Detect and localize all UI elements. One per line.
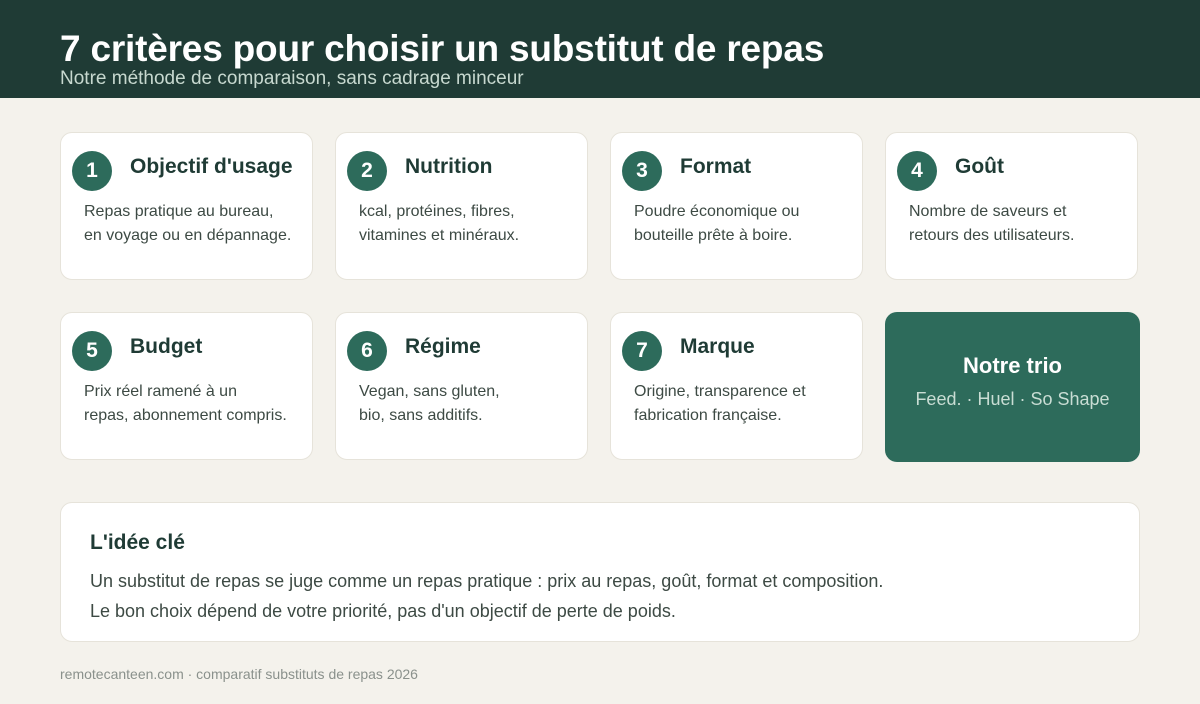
criterion-title: Nutrition — [405, 155, 493, 178]
key-idea-line-2: Le bon choix dépend de votre priorité, pas d'un objectif de perte de poids. — [90, 601, 676, 621]
criterion-card-2 — [335, 132, 588, 280]
criterion-card-6 — [335, 312, 588, 460]
criterion-number-badge: 2 — [347, 151, 387, 191]
criterion-number-badge: 1 — [72, 151, 112, 191]
page-subtitle: Notre méthode de comparaison, sans cadrage minceur — [60, 68, 524, 89]
trio-title: Notre trio — [963, 353, 1062, 378]
criterion-title: Goût — [955, 155, 1004, 178]
criterion-card-3 — [610, 132, 863, 280]
criterion-description: kcal, protéines, fibres, vitamines et minéraux. — [359, 203, 520, 244]
page-title: 7 critères pour choisir un substitut de repas — [60, 28, 825, 69]
criterion-description: Poudre économique ou bouteille prête à boire. — [634, 203, 800, 244]
criterion-description: Prix réel ramené à un repas, abonnement compris. — [84, 383, 287, 424]
criterion-title: Objectif d'usage — [130, 155, 293, 178]
criterion-description: Nombre de saveurs et retours des utilisateurs. — [909, 203, 1075, 244]
criterion-card-4 — [885, 132, 1138, 280]
page-header — [0, 0, 1200, 98]
criterion-number-badge: 7 — [622, 331, 662, 371]
criterion-card-5 — [60, 312, 313, 460]
key-idea-box — [60, 502, 1140, 642]
criterion-description: Vegan, sans gluten, bio, sans additifs. — [359, 383, 500, 424]
key-idea-line-1: Un substitut de repas se juge comme un repas pratique : prix au repas, goût, format et composition. — [90, 571, 884, 591]
criterion-title: Format — [680, 155, 752, 178]
criterion-description: Repas pratique au bureau, en voyage ou en dépannage. — [84, 203, 292, 244]
footer-source: remotecanteen.com · comparatif substituts de repas 2026 — [60, 666, 418, 682]
trio-card — [885, 312, 1140, 462]
criterion-card-7 — [610, 312, 863, 460]
criterion-title: Marque — [680, 335, 755, 358]
criterion-number-badge: 5 — [72, 331, 112, 371]
criterion-card-1 — [60, 132, 313, 280]
criterion-description: Origine, transparence et fabrication française. — [634, 383, 806, 424]
criterion-title: Régime — [405, 335, 481, 358]
criterion-title: Budget — [130, 335, 203, 358]
criterion-number-badge: 4 — [897, 151, 937, 191]
key-idea-title: L'idée clé — [90, 531, 185, 554]
trio-brands: Feed. · Huel · So Shape — [915, 389, 1110, 409]
criterion-number-badge: 6 — [347, 331, 387, 371]
criterion-number-badge: 3 — [622, 151, 662, 191]
